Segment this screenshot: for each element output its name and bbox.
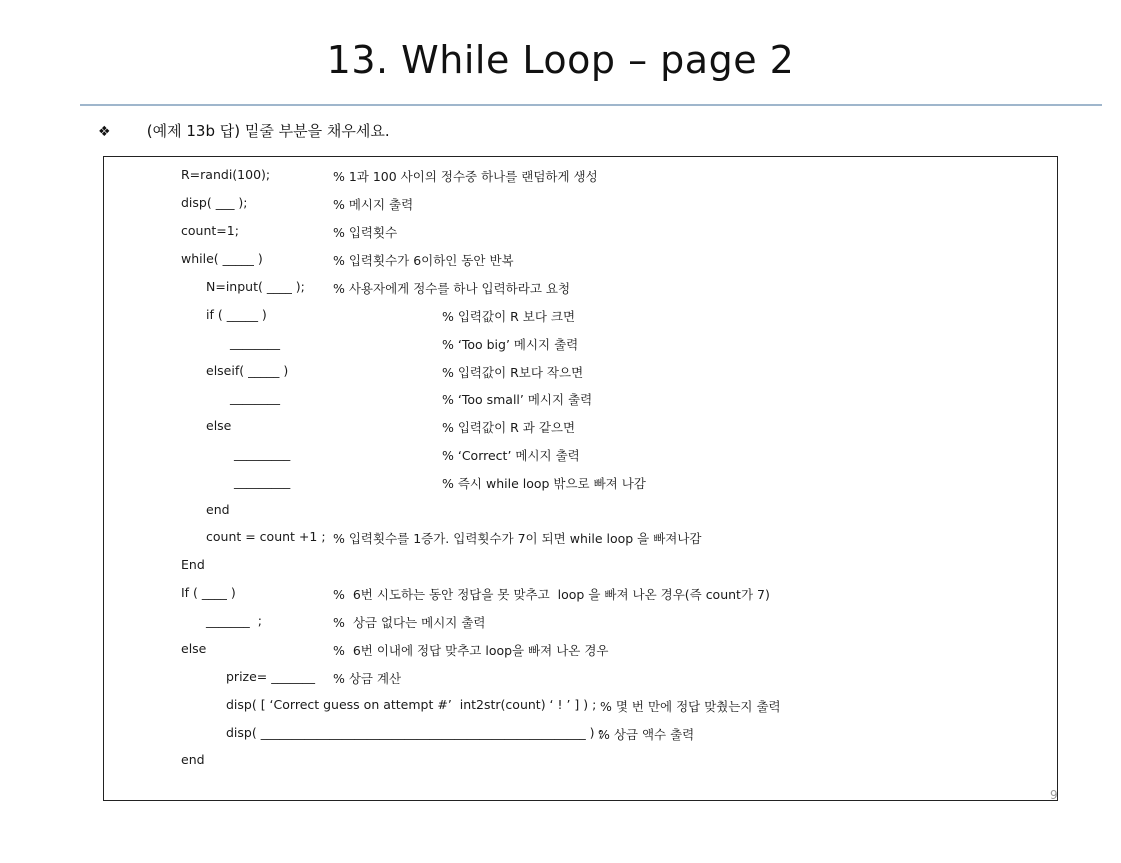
code-comment: % 즉시 while loop 밖으로 빠져 나감 bbox=[442, 476, 646, 491]
code-comment: % 메시지 출력 bbox=[333, 197, 414, 212]
code-line: ________ bbox=[230, 335, 280, 350]
code-comment: % 사용자에게 정수를 하나 입력하라고 요청 bbox=[333, 281, 571, 296]
code-line: if ( _____ ) bbox=[206, 307, 267, 322]
code-line: disp( ____________________________________________________ ) ; bbox=[226, 725, 603, 740]
code-line: End bbox=[181, 557, 205, 572]
code-comment: % 입력값이 R 보다 크면 bbox=[442, 309, 576, 324]
code-comment: % 입력횟수를 1증가. 입력횟수가 7이 되면 while loop 을 빠져나감 bbox=[333, 531, 702, 546]
code-comment: % 1과 100 사이의 정수중 하나를 랜덤하게 생성 bbox=[333, 169, 598, 184]
code-line: _________ bbox=[234, 446, 291, 461]
code-line: _________ bbox=[234, 474, 291, 489]
code-line: ________ bbox=[230, 390, 280, 405]
code-line: count=1; bbox=[181, 223, 239, 238]
code-line: elseif( _____ ) bbox=[206, 363, 289, 378]
code-line: N=input( ____ ); bbox=[206, 279, 305, 294]
code-comment: % 입력값이 R보다 작으면 bbox=[442, 365, 584, 380]
page-number: 9 bbox=[1050, 788, 1058, 802]
code-line: else bbox=[181, 641, 207, 656]
code-line: end bbox=[206, 502, 230, 517]
code-comment: % 6번 시도하는 동안 정답을 못 맞추고 loop 을 빠져 나온 경우(즉 count가 7) bbox=[333, 587, 770, 602]
bullet-diamond-icon: ❖ bbox=[98, 124, 111, 140]
code-line: end bbox=[181, 752, 205, 767]
code-comment: % 상금 액수 출력 bbox=[598, 727, 695, 742]
page-title: 13. While Loop – page 2 bbox=[326, 38, 795, 82]
code-comment: % ‘Correct’ 메시지 출력 bbox=[442, 448, 580, 463]
code-line: count = count +1 ; bbox=[206, 529, 326, 544]
code-line: _______ ; bbox=[206, 613, 262, 628]
code-line: while( _____ ) bbox=[181, 251, 263, 266]
code-line: prize= _______ bbox=[226, 669, 315, 684]
code-comment: % ‘Too big’ 메시지 출력 bbox=[442, 337, 579, 352]
code-line: disp( ___ ); bbox=[181, 195, 248, 210]
instruction bbox=[98, 120, 390, 141]
code-comment: % 몇 번 만에 정답 맞췄는지 출력 bbox=[600, 699, 781, 714]
code-line: else bbox=[206, 418, 232, 433]
code-comment: % 입력횟수 bbox=[333, 225, 398, 240]
code-line: disp( [ ‘Correct guess on attempt #’ int2str(count) ‘ ! ’ ] ) ; bbox=[226, 697, 597, 712]
code-comment: % 상금 계산 bbox=[333, 671, 402, 686]
instruction-text: (예제 13b 답) 밑줄 부분을 채우세요. bbox=[146, 122, 390, 140]
title-divider bbox=[80, 104, 1102, 106]
code-comment: % 입력횟수가 6이하인 동안 반복 bbox=[333, 253, 514, 268]
code-line: If ( ____ ) bbox=[181, 585, 236, 600]
code-comment: % 입력값이 R 과 같으면 bbox=[442, 420, 576, 435]
code-line: R=randi(100); bbox=[181, 167, 271, 182]
code-comment: % 상금 없다는 메시지 출력 bbox=[333, 615, 486, 630]
code-comment: % 6번 이내에 정답 맞추고 loop을 빠져 나온 경우 bbox=[333, 643, 609, 658]
code-comment: % ‘Too small’ 메시지 출력 bbox=[442, 392, 593, 407]
